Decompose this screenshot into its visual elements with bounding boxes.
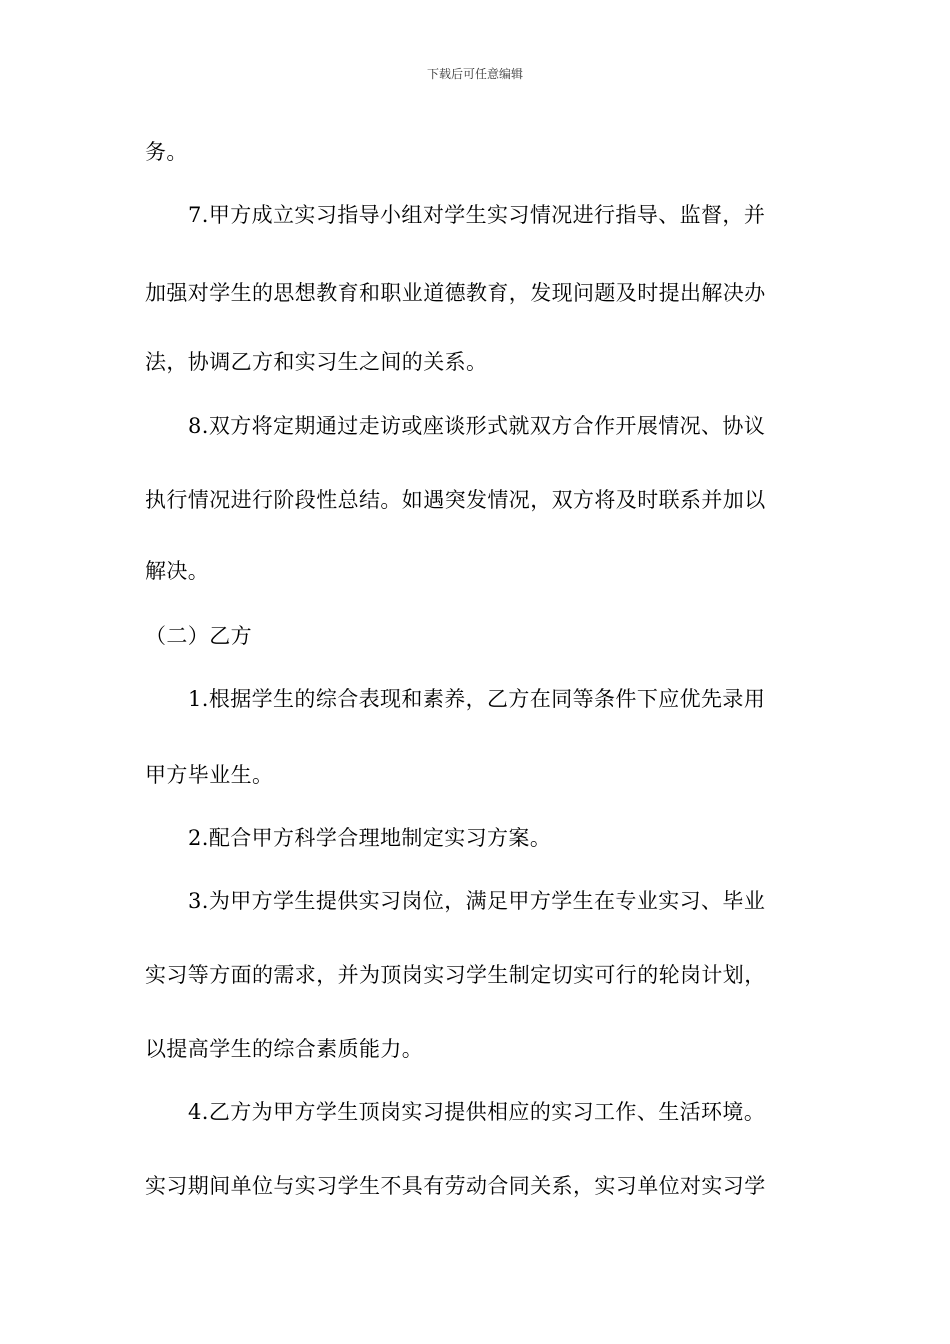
text-line: 务。: [145, 140, 188, 164]
text-line: 4.乙方为甲方学生顶岗实习提供相应的实习工作、生活环境。: [188, 1100, 766, 1124]
text-line: 8.双方将定期通过走访或座谈形式就双方合作开展情况、协议: [188, 414, 766, 438]
text-line: 法，协调乙方和实习生之间的关系。: [145, 350, 488, 374]
text-line: 以提高学生的综合素质能力。: [145, 1037, 424, 1061]
text-line: 实习期间单位与实习学生不具有劳动合同关系，实习单位对实习学: [145, 1174, 766, 1198]
text-line: 解决。: [145, 559, 210, 583]
text-line: 执行情况进行阶段性总结。如遇突发情况，双方将及时联系并加以: [145, 488, 766, 512]
section-heading: （二）乙方: [145, 624, 252, 648]
text-line: 1.根据学生的综合表现和素养，乙方在同等条件下应优先录用: [188, 687, 766, 711]
text-line: 2.配合甲方科学合理地制定实习方案。: [188, 826, 552, 850]
text-line: 7.甲方成立实习指导小组对学生实习情况进行指导、监督，并: [188, 203, 766, 227]
text-line: 实习等方面的需求，并为顶岗实习学生制定切实可行的轮岗计划，: [145, 963, 766, 987]
text-line: 加强对学生的思想教育和职业道德教育，发现问题及时提出解决办: [145, 281, 766, 305]
text-line: 甲方毕业生。: [145, 763, 274, 787]
page-header: 下载后可任意编辑: [426, 67, 523, 81]
text-line: 3.为甲方学生提供实习岗位，满足甲方学生在专业实习、毕业: [188, 889, 766, 913]
